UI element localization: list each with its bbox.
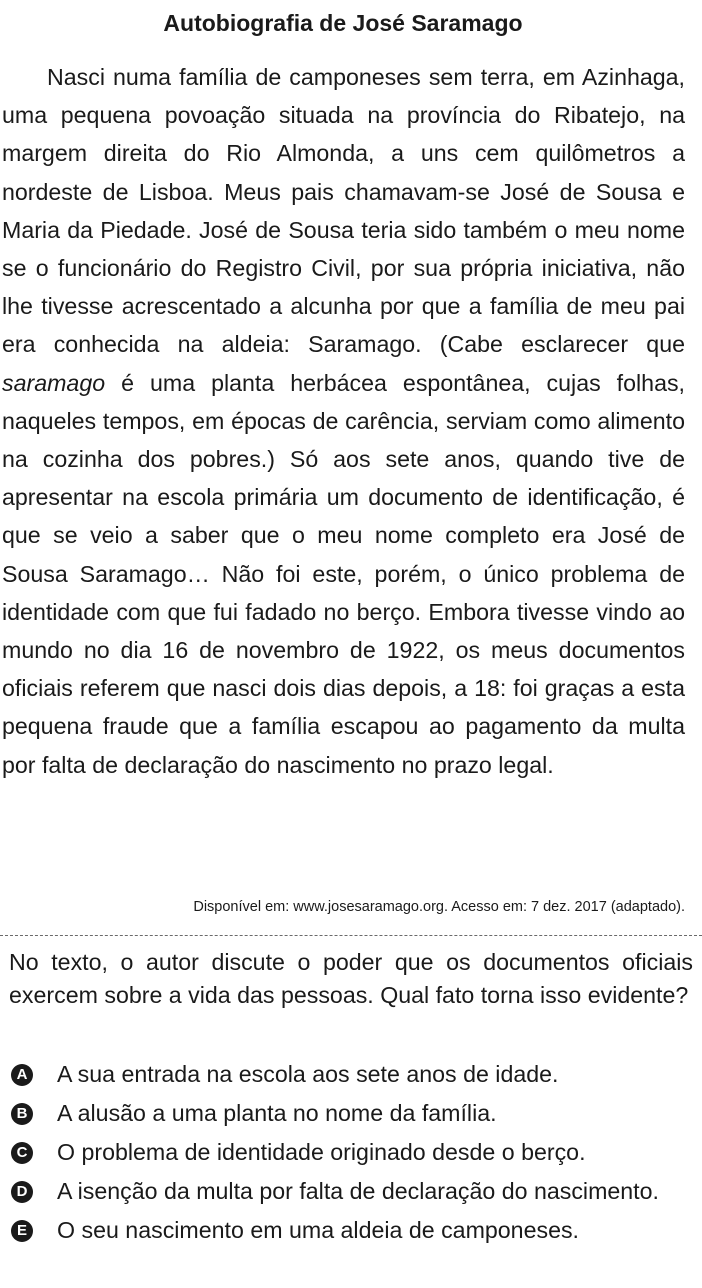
option-a[interactable] xyxy=(0,1058,702,1091)
passage-italic-term: saramago xyxy=(2,369,106,396)
option-b-text: A alusão a uma planta no nome da família. xyxy=(57,1100,497,1126)
option-a-letter-icon: A xyxy=(11,1064,33,1086)
option-e-text: O seu nascimento em uma aldeia de camponeses. xyxy=(57,1217,580,1243)
option-c-text: O problema de identidade originado desde o berço. xyxy=(57,1139,586,1165)
option-b[interactable] xyxy=(0,1097,702,1130)
passage-part-2: é uma planta herbácea espontânea, cujas folhas, naqueles tempos, em épocas de carência, serviam como alimento na cozinha dos pobres.) Só aos sete anos, quando tive de apresentar na escola primária um documento de identificação, é que se veio a saber que o meu nome completo era José de Sousa Saramago… Não foi este, porém, o único problema de identidade com que fui fadado no berço. Embora tivesse vindo ao mundo no dia 16 de novembro de 1922, os meus documentos oficiais referem que nasci dois dias depois, a 18: foi graças a esta pequena fraude que a família escapou ao pagamento da multa por falta de declaração do nascimento no prazo legal. xyxy=(2,369,685,778)
answer-options xyxy=(0,1058,702,1253)
source-citation: Disponível em: www.josesaramago.org. Acesso em: 7 dez. 2017 (adaptado). xyxy=(193,899,685,915)
option-d[interactable] xyxy=(0,1175,702,1208)
question-stem: No texto, o autor discute o poder que os documentos oficiais exercem sobre a vida das pessoas. Qual fato torna isso evidente? xyxy=(9,949,693,1008)
option-d-text: A isenção da multa por falta de declaração do nascimento. xyxy=(57,1178,659,1204)
passage-text xyxy=(2,58,685,784)
option-e[interactable] xyxy=(0,1214,702,1247)
dashed-divider xyxy=(0,935,702,936)
option-a-text: A sua entrada na escola aos sete anos de idade. xyxy=(57,1061,559,1087)
passage-part-1: Nasci numa família de camponeses sem terra, em Azinhaga, uma pequena povoação situada na província do Ribatejo, na margem direita do Rio Almonda, a uns cem quilômetros a nordeste de Lisboa. Meus pais chamavam-se José de Sousa e Maria da Piedade. José de Sousa teria sido também o meu nome se o funcionário do Registro Civil, por sua própria iniciativa, não lhe tivesse acrescentado a alcunha por que a família de meu pai era conhecida na aldeia: Saramago. (Cabe esclarecer que xyxy=(2,64,685,358)
option-c-letter-icon: C xyxy=(11,1142,33,1164)
option-c[interactable] xyxy=(0,1136,702,1169)
option-e-letter-icon: E xyxy=(11,1220,33,1242)
option-d-letter-icon: D xyxy=(11,1181,33,1203)
page-title: Autobiografia de José Saramago xyxy=(163,10,523,36)
option-b-letter-icon: B xyxy=(11,1103,33,1125)
